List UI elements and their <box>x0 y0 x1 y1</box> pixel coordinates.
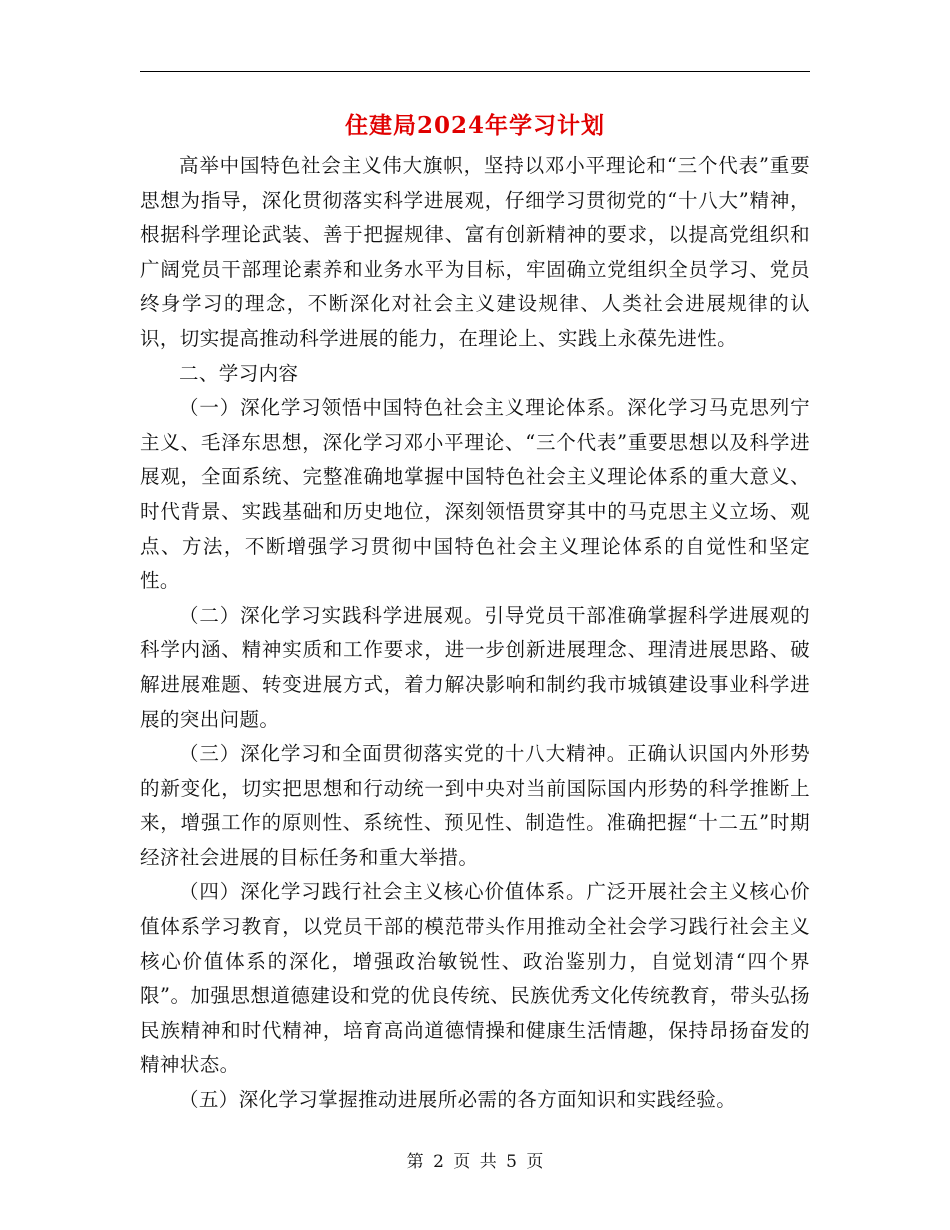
paragraph-item-5: （五）深化学习掌握推动进展所必需的各方面知识和实践经验。 <box>179 1088 737 1112</box>
paragraph-item-1: （一）深化学习领悟中国特色社会主义理论体系。深化学习马克思列宁主义、毛泽东思想，深化学习邓小平理论、“三个代表”重要思想以及科学进展观，全面系统、完整准确地掌握中国特色社会主义理论体系的重大意义、时代背景、实践基础和历史地位，深刻领悟贯穿其中的马克思主义立场、观点、方法，不断增强学习贯彻中国特色社会主义理论体系的自觉性和坚定性。 <box>140 396 810 593</box>
section-heading-study-content: 二、学习内容 <box>179 361 299 385</box>
document-body <box>140 149 810 1118</box>
paragraph-item-2: （二）深化学习实践科学进展观。引导党员干部准确掌握科学进展观的科学内涵、精神实质和工作要求，进一步创新进展理念、理清进展思路、破解进展难题、转变进展方式，着力解决影响和制约我市城镇建设事业科学进展的突出问题。 <box>140 603 810 731</box>
page-number-footer: 第 2 页 共 5 页 <box>406 1152 544 1172</box>
paragraph-item-3: （三）深化学习和全面贯彻落实党的十八大精神。正确认识国内外形势的新变化，切实把思想和行动统一到中央对当前国际国内形势的科学推断上来，增强工作的原则性、系统性、预见性、制造性。准确把握“十二五”时期经济社会进展的目标任务和重大举措。 <box>140 742 810 869</box>
document-title: 住建局2024年学习计划 <box>344 112 605 139</box>
header-rule <box>140 71 810 72</box>
paragraph-item-4: （四）深化学习践行社会主义核心价值体系。广泛开展社会主义核心价值体系学习教育，以党员干部的模范带头作用推动全社会学习践行社会主义核心价值体系的深化，增强政治敏锐性、政治鉴别力，自觉划清“四个界限”。加强思想道德建设和党的优良传统、民族优秀文化传统教育，带头弘扬民族精神和时代精神，培育高尚道德情操和健康生活情趣，保持昂扬奋发的精神状态。 <box>140 880 810 1077</box>
paragraph-intro: 高举中国特色社会主义伟大旗帜，坚持以邓小平理论和“三个代表”重要思想为指导，深化贯彻落实科学进展观，仔细学习贯彻党的“十八大”精神，根据科学理论武装、善于把握规律、富有创新精神的要求，以提高党组织和广阔党员干部理论素养和业务水平为目标，牢固确立党组织全员学习、党员终身学习的理念，不断深化对社会主义建设规律、人类社会进展规律的认识，切实提高推动科学进展的能力，在理论上、实践上永葆先进性。 <box>140 154 810 350</box>
